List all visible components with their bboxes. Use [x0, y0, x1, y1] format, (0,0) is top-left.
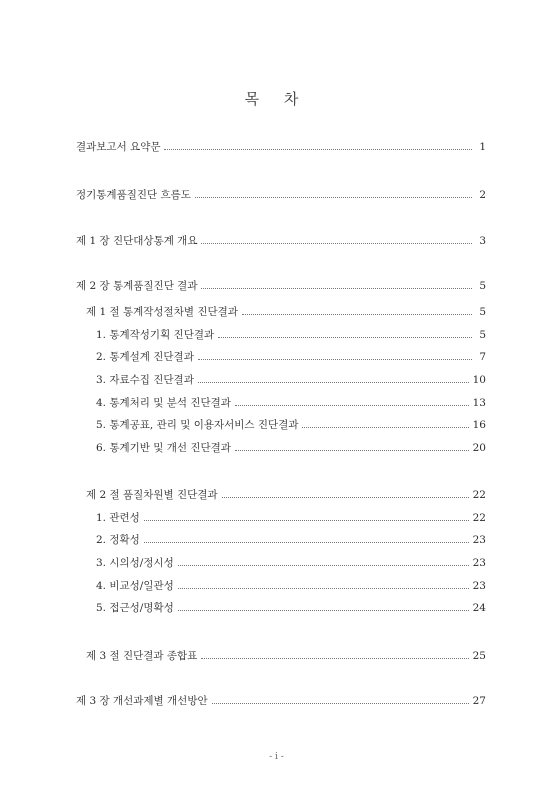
toc-label: 2. 정확성 [96, 534, 140, 546]
dot-leader [144, 519, 469, 521]
toc-label: 4. 비교성/일관성 [96, 580, 174, 592]
toc-label: 5. 통계공표, 관리 및 이용자서비스 진단결과 [96, 419, 299, 431]
toc-entry-item-5[interactable] [96, 417, 486, 433]
toc-page-number: 25 [472, 650, 486, 662]
toc-page-number: 2 [479, 189, 486, 201]
page-title: 목 차 [244, 90, 309, 108]
toc-label: 결과보고서 요약문 [76, 141, 161, 153]
toc-entry-section-2-1[interactable] [86, 304, 486, 320]
toc-label: 제 2 절 품질차원별 진단결과 [86, 489, 218, 501]
dot-leader [201, 287, 472, 289]
dot-leader [201, 657, 468, 659]
toc-entry-summary[interactable] [76, 139, 486, 155]
dot-leader [302, 426, 468, 428]
toc-entry-item-2[interactable] [96, 349, 486, 365]
toc-entry-comparability[interactable] [96, 578, 486, 594]
toc-entry-accessibility[interactable] [96, 600, 486, 616]
dot-leader [222, 496, 469, 498]
toc-page-number: 22 [472, 489, 486, 501]
toc-page-number: 5 [479, 280, 486, 292]
toc-page-number: 23 [472, 557, 486, 569]
toc-label: 제 2 장 통계품질진단 결과 [76, 280, 198, 292]
dot-leader [235, 404, 469, 406]
toc-label: 5. 접근성/명확성 [96, 602, 174, 614]
toc-label: 1. 관련성 [96, 512, 140, 524]
toc-page-number: 1 [479, 141, 486, 153]
toc-label: 3. 자료수집 진단결과 [96, 374, 194, 386]
dot-leader [201, 242, 472, 244]
dot-leader [195, 196, 472, 198]
toc-entry-chapter-3[interactable] [76, 693, 486, 709]
toc-entry-chapter-1[interactable] [76, 233, 486, 249]
dot-leader [144, 541, 469, 543]
page-number-footer: - i - [269, 752, 284, 762]
dot-leader [218, 336, 472, 338]
toc-label: 제 3 절 진단결과 종합표 [86, 650, 198, 662]
toc-page-number: 20 [472, 442, 486, 454]
toc-page-number: 16 [472, 419, 486, 431]
dot-leader [164, 148, 472, 150]
dot-leader [198, 358, 472, 360]
toc-entry-timeliness[interactable] [96, 555, 486, 571]
toc-page-number: 23 [472, 580, 486, 592]
toc-label: 4. 통계처리 및 분석 진단결과 [96, 397, 231, 409]
toc-page-number: 23 [472, 534, 486, 546]
dot-leader [242, 313, 472, 315]
toc-entry-item-1[interactable] [96, 327, 486, 343]
toc-page-number: 22 [472, 512, 486, 524]
toc-label: 제 1 절 통계작성절차별 진단결과 [86, 306, 238, 318]
toc-entry-item-3[interactable] [96, 372, 486, 388]
toc-label: 6. 통계기반 및 개선 진단결과 [96, 442, 231, 454]
toc-page-number: 24 [472, 602, 486, 614]
toc-label: 2. 통계설계 진단결과 [96, 351, 194, 363]
toc-label: 제 3 장 개선과제별 개선방안 [76, 695, 208, 707]
toc-label: 1. 통계작성기획 진단결과 [96, 329, 215, 341]
toc-page-number: 5 [479, 329, 486, 341]
toc-entry-item-4[interactable] [96, 395, 486, 411]
toc-entry-section-2-3[interactable] [86, 648, 486, 664]
toc-page-number: 13 [472, 397, 486, 409]
toc-label: 3. 시의성/정시성 [96, 557, 174, 569]
toc-entry-flowchart[interactable] [76, 187, 486, 203]
toc-page-number: 10 [472, 374, 486, 386]
toc-label: 제 1 장 진단대상통계 개요 [76, 235, 198, 247]
toc-label: 정기통계품질진단 흐름도 [76, 189, 191, 201]
toc-page-number: 3 [479, 235, 486, 247]
toc-entry-section-2-2[interactable] [86, 487, 486, 503]
toc-entry-accuracy[interactable] [96, 532, 486, 548]
toc-entry-item-6[interactable] [96, 440, 486, 456]
dot-leader [212, 702, 469, 704]
dot-leader [178, 564, 469, 566]
toc-entry-relevance[interactable] [96, 510, 486, 526]
toc-page-number: 5 [479, 306, 486, 318]
toc-page-number: 27 [472, 695, 486, 707]
dot-leader [178, 609, 469, 611]
toc-entry-chapter-2[interactable] [76, 278, 486, 294]
dot-leader [178, 587, 469, 589]
dot-leader [198, 381, 469, 383]
dot-leader [235, 449, 469, 451]
toc-page-number: 7 [479, 351, 486, 363]
